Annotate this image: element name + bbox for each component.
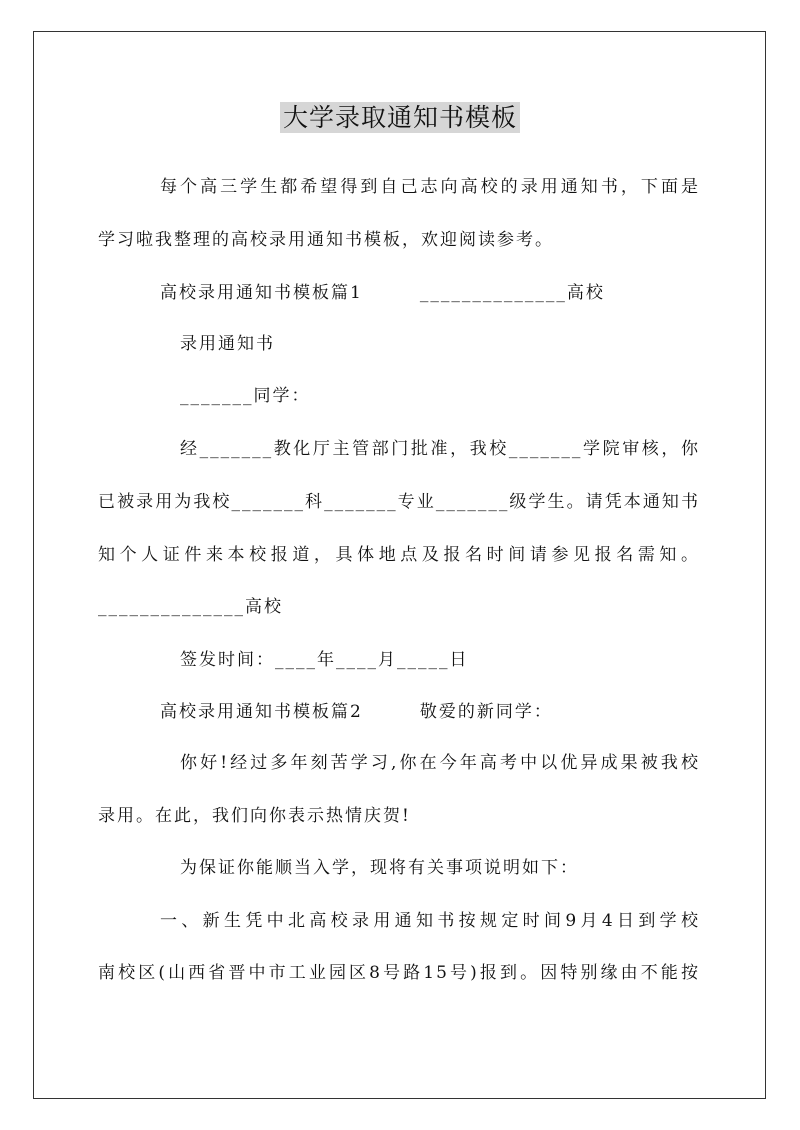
paragraph-line: 签发时间：____年____月_____日 — [180, 650, 469, 670]
paragraph-line: 南校区(山西省晋中市工业园区8号路15号)报到。因特别缘由不能按 — [98, 963, 700, 983]
paragraph-line: 经_______教化厅主管部门批准，我校_______学院审核，你 — [180, 439, 700, 459]
paragraph-line: 知个人证件来本校报道，具体地点及报名时间请参见报名需知。 — [98, 545, 700, 565]
document-title-text: 大学录取通知书模板 — [280, 102, 520, 133]
paragraph-line: 已被录用为我校_______科_______专业_______级学生。请凭本通知书 — [98, 492, 700, 512]
paragraph-line: 录用。在此，我们向你表示热情庆贺! — [98, 806, 411, 826]
section-heading-1: 高校录用通知书模板篇1 ______________高校 — [160, 283, 605, 303]
paragraph-line: 每个高三学生都希望得到自己志向高校的录用通知书，下面是 — [160, 177, 700, 197]
paragraph-line: 为保证你能顺当入学，现将有关事项说明如下： — [180, 858, 579, 878]
paragraph-line: 一、新生凭中北高校录用通知书按规定时间9月4日到学校 — [160, 911, 700, 931]
section-heading-2: 高校录用通知书模板篇2 敬爱的新同学： — [160, 702, 553, 722]
paragraph-line: 录用通知书 — [180, 334, 275, 354]
paragraph-line: ______________高校 — [98, 597, 283, 617]
document-title — [0, 98, 800, 138]
paragraph-line: 你好!经过多年刻苦学习,你在今年高考中以优异成果被我校 — [180, 753, 700, 773]
paragraph-line: 学习啦我整理的高校录用通知书模板，欢迎阅读参考。 — [98, 230, 554, 250]
paragraph-line: _______同学： — [180, 386, 311, 406]
